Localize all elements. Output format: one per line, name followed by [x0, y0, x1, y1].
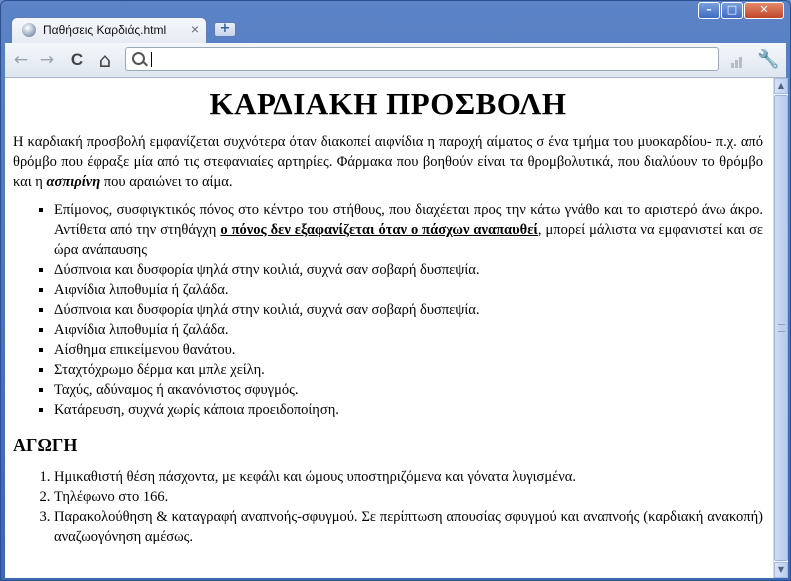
- list-item: 2. Τηλέφωνο στο 166.: [54, 487, 763, 507]
- tab-close-button[interactable]: ×: [190, 21, 199, 37]
- list-item: ▪ Αιφνίδια λιποθυμία ή ζαλάδα.: [54, 320, 763, 340]
- treatment-heading: ΑΓΩΓΗ: [13, 435, 78, 455]
- home-button[interactable]: ⌂: [98, 48, 112, 72]
- list-item: ▪ Σταχτόχρωμο δέρμα και μπλε χείλη.: [54, 360, 763, 380]
- list-item: ▪ Επίμονος, συσφιγκτικός πόνος στο κέντρο του στήθους, που διαχέεται προς την κάτω γνάθο και το αριστερό άνω άκρο. Αντίθετα από την στηθάγχη ο πόνος δεν εξαφανίζεται όταν ο πάσχων αναπαυθεί, μπορεί μάλιστα να εμφανιστεί και σε ώρα ανάπαυσης: [54, 200, 763, 260]
- forward-button[interactable]: →: [39, 50, 55, 70]
- new-tab-button[interactable]: +: [214, 22, 236, 37]
- address-bar[interactable]: [125, 47, 719, 71]
- page-title: ΚΑΡΔΙΑΚΗ ΠΡΟΣΒΟΛΗ: [209, 86, 567, 121]
- window-controls: [697, 2, 784, 20]
- pain-emphasis: ο πόνος δεν εξαφανίζεται όταν ο πάσχων αναπαυθεί: [220, 222, 538, 238]
- minimize-button[interactable]: –: [698, 2, 720, 19]
- reload-button[interactable]: C: [70, 50, 84, 69]
- symptoms-list: [13, 200, 763, 420]
- wrench-menu-icon[interactable]: 🔧: [757, 49, 780, 70]
- list-item: ▪ Κατάρευση, συχνά χωρίς κάποια προειδοποίηση.: [54, 400, 763, 420]
- list-item: ▪ Δύσπνοια και δυσφορία ψηλά στην κοιλιά, συχνά σαν σοβαρή δυσπεψία.: [54, 260, 763, 280]
- search-icon: [132, 52, 145, 65]
- close-window-button[interactable]: ✕: [744, 2, 784, 19]
- list-item: ▪ Αιφνίδια λιποθυμία ή ζαλάδα.: [54, 280, 763, 300]
- scroll-down-button[interactable]: ▼: [774, 562, 788, 578]
- grip-icon: [778, 324, 785, 332]
- list-item: 1. Ημικαθιστή θέση πάσχοντα, με κεφάλι και ώμους υποστηριζόμενα και γόνατα λυγισμένα.: [54, 467, 763, 487]
- text-cursor: [151, 52, 152, 67]
- browser-toolbar: [5, 43, 786, 78]
- list-item: ▪ Ταχύς, αδύναμος ή ακανόνιστος σφυγμός.: [54, 380, 763, 400]
- treatment-list: [13, 467, 763, 547]
- vertical-scrollbar[interactable]: [773, 78, 788, 578]
- maximize-button[interactable]: □: [721, 2, 743, 19]
- page-action-bars-icon[interactable]: [731, 54, 745, 68]
- intro-paragraph: Η καρδιακή προσβολή εμφανίζεται συχνότερα όταν διακοπεί αιφνίδια η παροχή αίματος σ ένα τμήμα του μυοκαρδίου- π.χ. από θρόμβο που έφραξε μία από τις στεφανιαίες αρτηρίες. Φάρμακα που βοηθούν είναι τα θρομβολυτικά, που διαλύουν το θρόμβο και η ασπιρίνη που αραιώνει το αίμα.: [13, 134, 763, 190]
- list-item: 3. Παρακολούθηση & καταγραφή αναπνοής-σφυγμού. Σε περίπτωση απουσίας σφυγμού και αναπνοής (καρδιακή ανακοπή) αναζωογόνηση αμέσως.: [54, 507, 763, 547]
- tab-active[interactable]: [11, 17, 207, 43]
- tab-strip: [1, 1, 790, 43]
- scroll-thumb[interactable]: [774, 95, 788, 561]
- list-item: ▪ Αίσθημα επικείμενου θανάτου.: [54, 340, 763, 360]
- page-viewport: [5, 78, 773, 578]
- list-item: ▪ Δύσπνοια και δυσφορία ψηλά στην κοιλιά, συχνά σαν σοβαρή δυσπεψία.: [54, 300, 763, 320]
- page-content: [13, 78, 763, 547]
- globe-icon: [22, 23, 36, 37]
- tab-title: Παθήσεις Καρδιάς.html: [43, 23, 167, 37]
- scroll-up-button[interactable]: ▲: [774, 78, 788, 94]
- back-button[interactable]: ←: [13, 50, 29, 70]
- aspirin-emphasis: ασπιρίνη: [46, 174, 101, 190]
